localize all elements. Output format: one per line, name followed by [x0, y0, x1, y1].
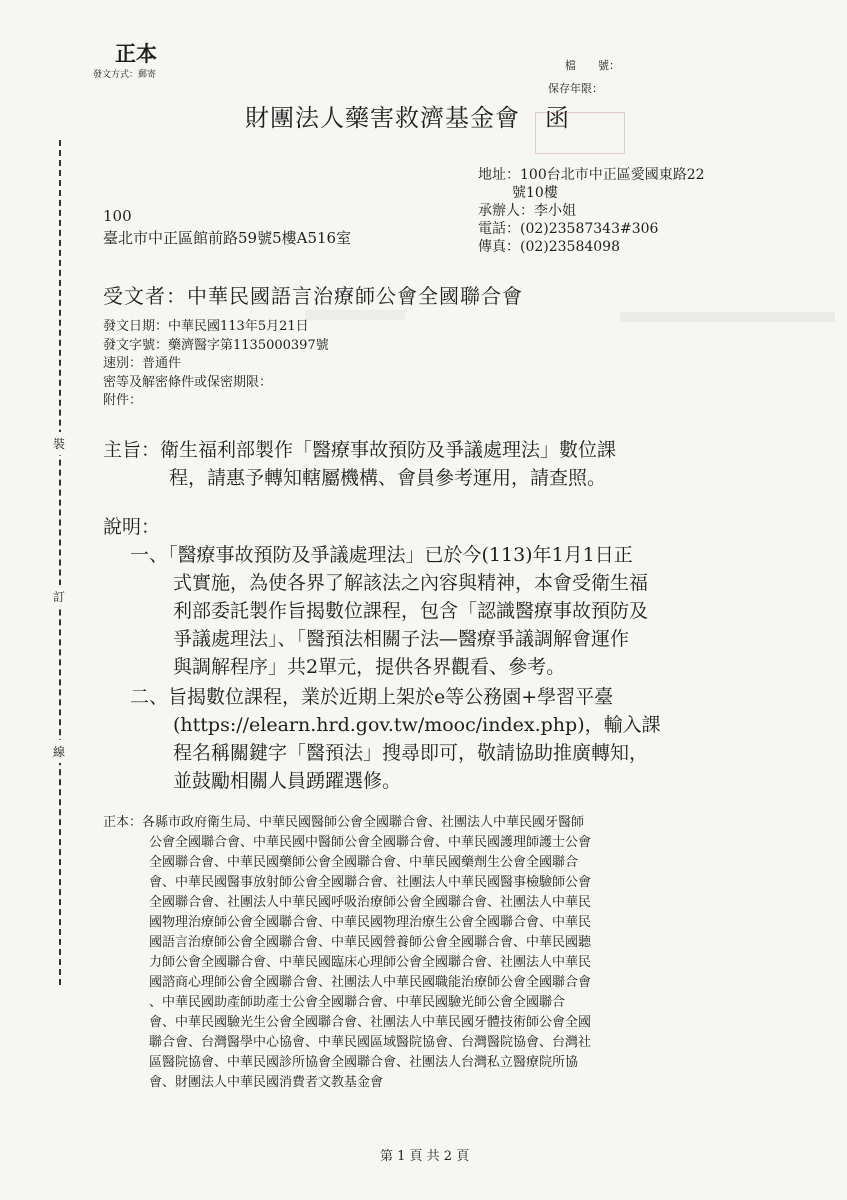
- document-number: 發文字號：藥濟醫字第1135000397號: [103, 337, 329, 353]
- item-line: 利部委託製作旨揭數位課程，包含「認識醫療事故預防及: [173, 600, 649, 622]
- distribution-line: 正本：各縣市政府衛生局、中華民國醫師公會全國聯合會、社團法人中華民國牙醫師: [103, 815, 585, 830]
- issue-date: 發文日期：中華民國113年5月21日: [103, 319, 309, 334]
- retention-label: 保存年限：: [548, 82, 603, 95]
- binding-mark-2: 訂: [53, 585, 65, 608]
- distribution-list: [103, 813, 591, 1093]
- item-line: 並鼓勵相關人員踴躍選修。: [173, 770, 402, 792]
- subject-line: 程，請惠予轉知轄屬機構、會員參考運用，請查照。: [169, 467, 607, 489]
- recipient: 受文者：中華民國語言治療師公會全國聯合會: [103, 284, 523, 308]
- distribution-line: 會、中華民國驗光生公會全國聯合會、社團法人中華民國牙體技術師公會全國: [149, 1015, 592, 1030]
- distribution-line: 全國聯合會、中華民國藥師公會全國聯合會、中華民國藥劑生公會全國聯合: [149, 855, 579, 870]
- explanation-item-2: [130, 683, 661, 795]
- distribution-line: 全國聯合會、社團法人中華民國呼吸治療師公會全國聯合會、社團法人中華民: [149, 895, 592, 910]
- sender-contact: 承辦人：李小姐: [478, 203, 576, 219]
- file-number-label: 檔 號：: [565, 59, 620, 72]
- subject: [103, 436, 616, 492]
- recipient-address: 臺北市中正區館前路59號5樓A516室: [103, 229, 352, 247]
- explanation-label: 說明：: [103, 516, 161, 538]
- sender-fax: 傳真：(02)23584098: [478, 239, 620, 255]
- distribution-line: 力師公會全國聯合會、中華民國臨床心理師公會全國聯合會、社團法人中華民: [149, 955, 592, 970]
- copy-type: 正本: [115, 41, 157, 66]
- sender-address-cont: 號10樓: [512, 185, 558, 201]
- distribution-line: 會、財團法人中華民國消費者文教基金會: [149, 1075, 384, 1090]
- distribution-line: 國諮商心理師公會全國聯合會、社團法人中華民國職能治療師公會全國聯合會: [149, 975, 592, 990]
- distribution-line: 、中華民國助產師助產士公會全國聯合會、中華民國驗光師公會全國聯合: [149, 995, 566, 1010]
- distribution-line: 會、中華民國醫事放射師公會全國聯合會、社團法人中華民國醫事檢驗師公會: [149, 875, 592, 890]
- subject-line: 主旨：衛生福利部製作「醫療事故預防及爭議處理法」數位課: [103, 439, 617, 461]
- send-method: 發文方式：郵寄: [93, 70, 157, 80]
- distribution-line: 聯合會、台灣醫學中心協會、中華民國區域醫院協會、台灣醫院協會、台灣社: [149, 1035, 592, 1050]
- distribution-line: 國物理治療師公會全國聯合會、中華民國物理治療生公會全國聯合會、中華民: [149, 915, 592, 930]
- sender-address: 地址：100台北市中正區愛國東路22: [478, 167, 705, 183]
- item-line: 一、「醫療事故預防及爭議處理法」已於今(113)年1月1日正: [130, 544, 633, 566]
- binding-mark-3: 線: [53, 740, 65, 763]
- item-line: 程名稱關鍵字「醫預法」搜尋即可，敬請協助推廣轉知，: [173, 742, 649, 764]
- sender-phone: 電話：(02)23587343#306: [478, 221, 659, 237]
- item-line: 式實施，為使各界了解該法之內容與精神，本會受衛生福: [173, 572, 649, 594]
- distribution-line: 區醫院協會、中華民國診所協會全國聯合會、社團法人台灣私立醫療院所協: [149, 1055, 579, 1070]
- distribution-line: 公會全國聯合會、中華民國中醫師公會全國聯合會、中華民國護理師護士公會: [149, 835, 592, 850]
- item-line: 與調解程序」共2單元，提供各界觀看、參考。: [173, 656, 566, 678]
- attachment: 附件：: [103, 393, 143, 408]
- item-line: (https://elearn.hrd.gov.tw/mooc/index.php)，輸入課: [173, 714, 661, 736]
- document-title: 財團法人藥害救濟基金會 函: [245, 104, 570, 132]
- document-meta: [103, 318, 329, 411]
- item-line: 二、旨揭數位課程，業於近期上架於e等公務園+學習平臺: [130, 686, 614, 708]
- binding-mark-1: 裝: [53, 432, 65, 455]
- bleed-through-mark: [620, 312, 835, 322]
- page-number: 第 1 頁 共 2 頁: [380, 1149, 470, 1164]
- secrecy-level: 密等及解密條件或保密期限：: [103, 374, 273, 390]
- explanation-item-1: [130, 541, 648, 681]
- delivery-speed: 速別：普通件: [103, 356, 182, 371]
- recipient-postcode: 100: [103, 207, 132, 225]
- distribution-line: 國語言治療師公會全國聯合會、中華民國營養師公會全國聯合會、中華民國聽: [149, 935, 592, 950]
- sender-info: [478, 166, 705, 256]
- item-line: 爭議處理法」、「醫預法相關子法—醫療爭議調解會運作: [173, 628, 630, 650]
- binding-line: [59, 140, 61, 985]
